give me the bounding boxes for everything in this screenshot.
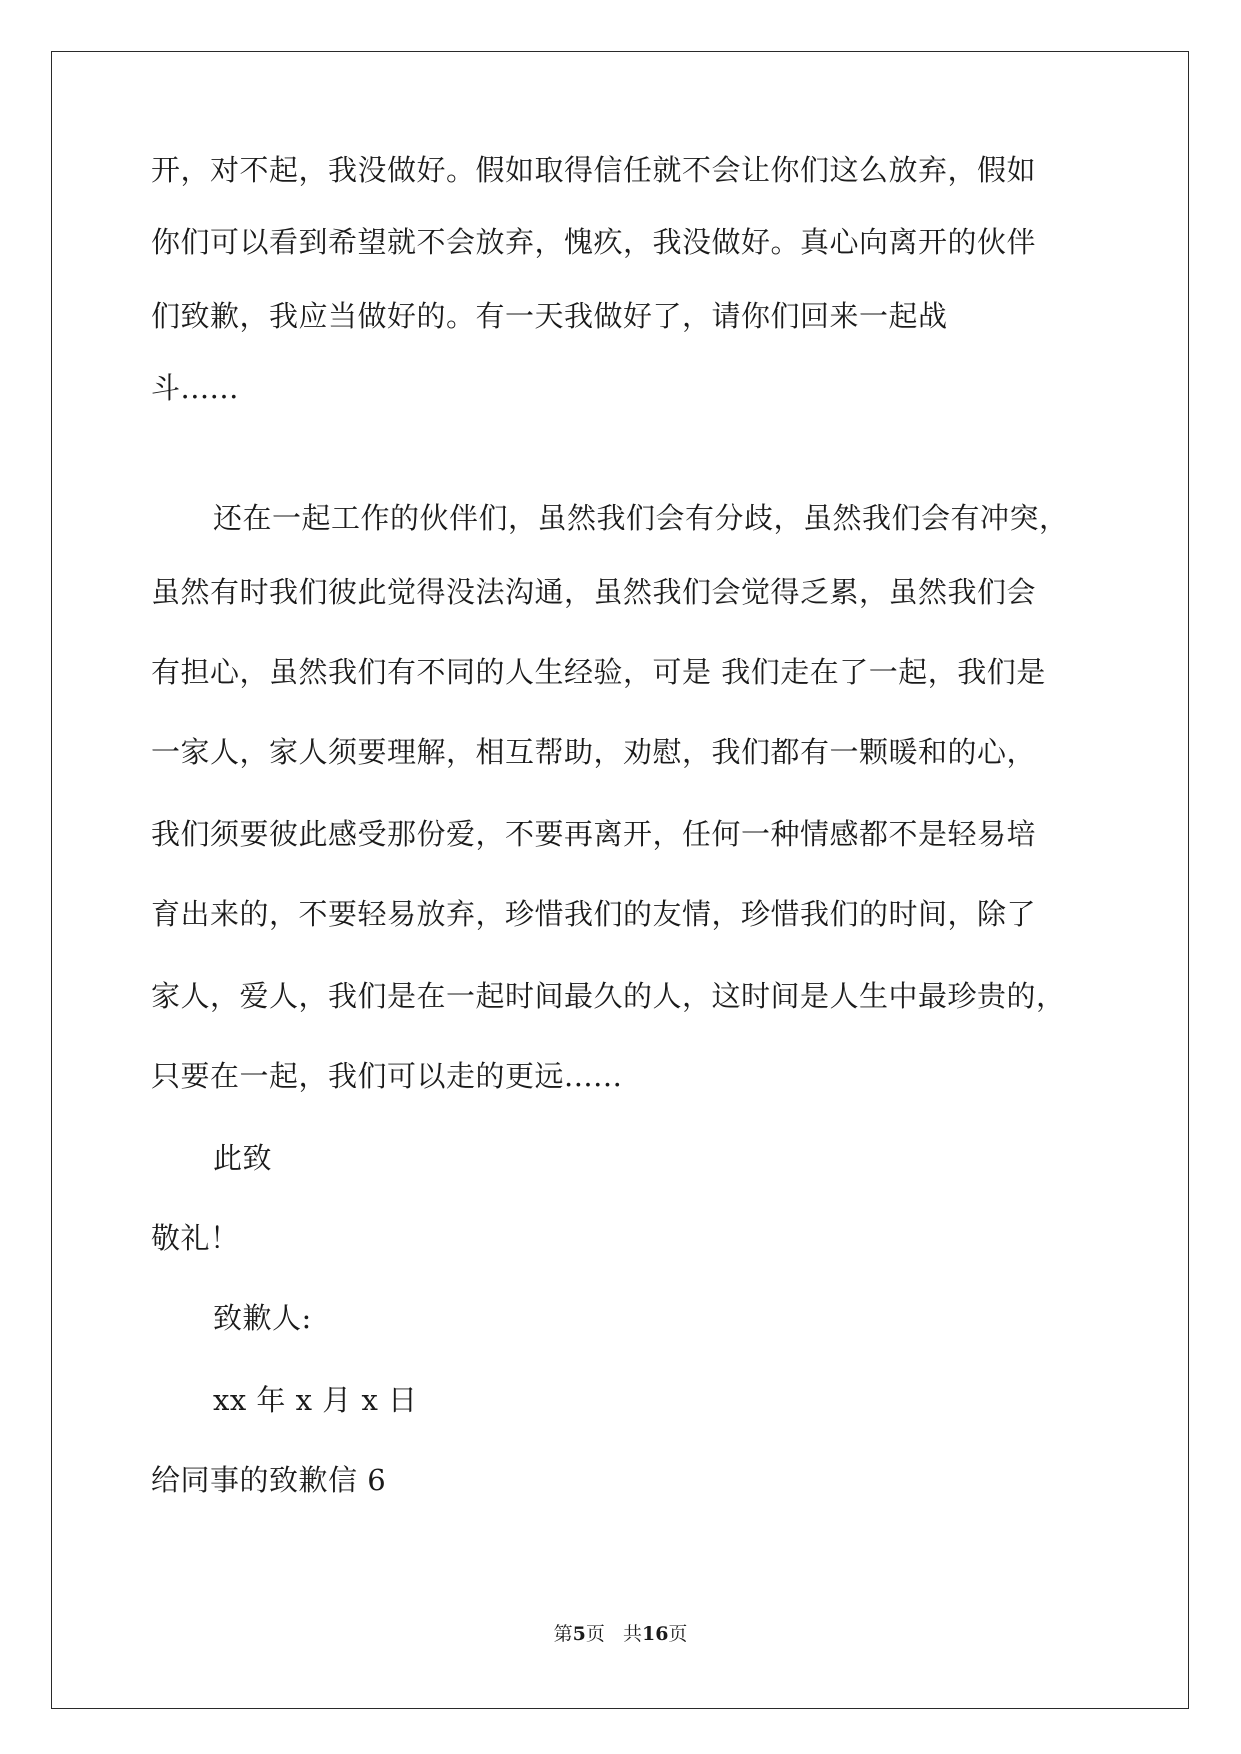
signature-label: 致歉人:: [213, 1301, 312, 1335]
footer-page-prefix: 第: [553, 1623, 573, 1645]
body-line-3: 们致歉，我应当做好的。有一天我做好了，请你们回来一起战: [151, 299, 948, 333]
page-footer: [0, 1622, 1241, 1646]
paragraph-2-line-6: 育出来的，不要轻易放弃，珍惜我们的友情，珍惜我们的时间，除了: [151, 897, 1037, 931]
footer-total-pages: 16: [641, 1623, 669, 1645]
next-letter-heading: 给同事的致歉信 6: [151, 1463, 387, 1497]
paragraph-2-line-2: 虽然有时我们彼此觉得没法沟通，虽然我们会觉得乏累，虽然我们会: [151, 575, 1037, 609]
paragraph-2-line-5: 我们须要彼此感受那份爱，不要再离开，任何一种情感都不是轻易培: [151, 817, 1037, 851]
footer-total-suffix: 页: [668, 1623, 688, 1645]
body-line-4: 斗......: [151, 371, 239, 405]
body-line-2: 你们可以看到希望就不会放弃，愧疚，我没做好。真心向离开的伙伴: [151, 225, 1037, 259]
footer-page-suffix: 页: [585, 1623, 605, 1645]
closing-respect: 敬礼！: [151, 1221, 240, 1255]
footer-page-number: 5: [572, 1623, 586, 1645]
paragraph-2-line-3: 有担心，虽然我们有不同的人生经验，可是 我们走在了一起，我们是: [151, 655, 1046, 689]
footer-total-prefix: 共: [622, 1623, 642, 1645]
paragraph-2-line-4: 一家人，家人须要理解，相互帮助，劝慰，我们都有一颗暖和的心，: [151, 735, 1037, 769]
letter-date: xx 年 x 月 x 日: [213, 1383, 418, 1417]
body-line-1: 开，对不起，我没做好。假如取得信任就不会让你们这么放弃，假如: [151, 153, 1037, 187]
paragraph-2-line-1: 还在一起工作的伙伴们，虽然我们会有分歧，虽然我们会有冲突，: [213, 501, 1069, 535]
closing-salutation: 此致: [213, 1141, 273, 1175]
paragraph-2-line-8: 只要在一起，我们可以走的更远......: [151, 1059, 623, 1093]
paragraph-2-line-7: 家人，爱人，我们是在一起时间最久的人，这时间是人生中最珍贵的，: [151, 979, 1066, 1013]
